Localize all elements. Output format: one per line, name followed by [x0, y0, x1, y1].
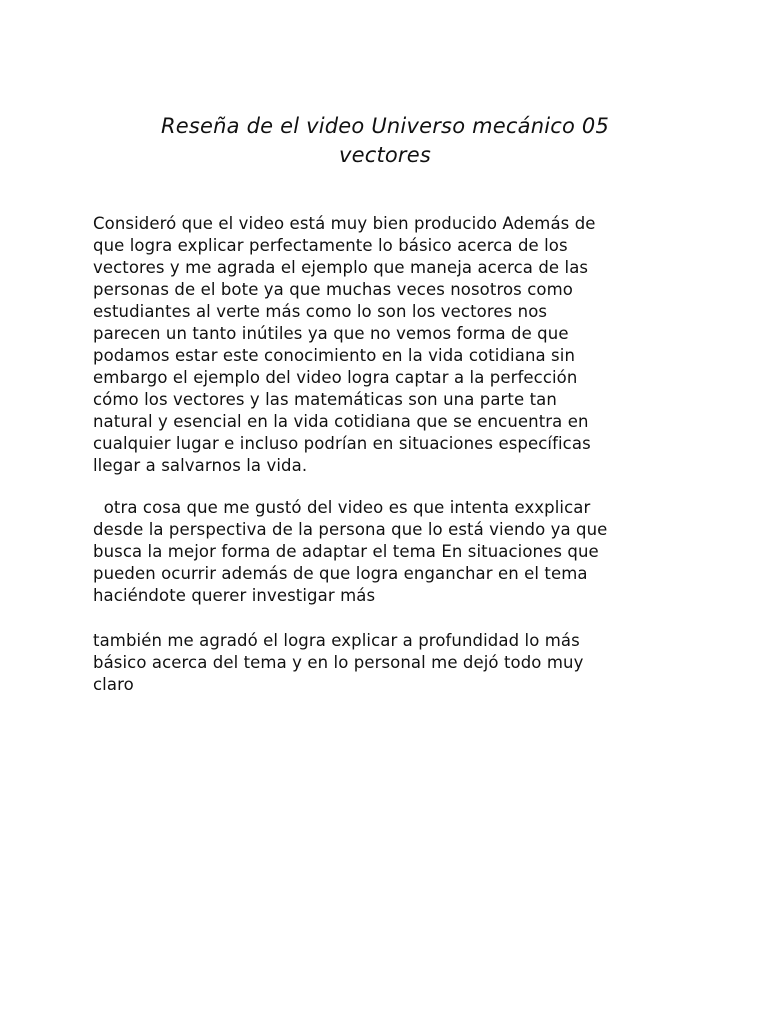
title-line: Reseña de el video Universo mecánico 05 — [160, 114, 610, 138]
text-line: podamos estar este conocimiento en la vida cotidiana sin — [93, 346, 575, 365]
text-line: llegar a salvarnos la vida. — [93, 456, 308, 475]
text-line: embargo el ejemplo del video logra captar a la perfección — [93, 368, 578, 387]
text-line: desde la perspectiva de la persona que lo está viendo ya que — [93, 520, 608, 539]
text-line: busca la mejor forma de adaptar el tema En situaciones que — [93, 542, 599, 561]
text-line: parecen un tanto inútiles ya que no vemos forma de que — [93, 324, 569, 343]
text-line: cualquier lugar e incluso podrían en situaciones específicas — [93, 434, 591, 453]
text-line: estudiantes al verte más como lo son los vectores nos — [93, 302, 548, 321]
text-line: cómo los vectores y las matemáticas son una parte tan — [93, 390, 557, 409]
paragraph-1 — [93, 213, 683, 477]
text-line: que logra explicar perfectamente lo básico acerca de los — [93, 236, 568, 255]
text-line: pueden ocurrir además de que logra enganchar en el tema — [93, 564, 588, 583]
title-line: vectores — [338, 143, 432, 167]
text-line: básico acerca del tema y en lo personal me dejó todo muy — [93, 653, 584, 672]
paragraph-3 — [93, 630, 683, 696]
paragraph-2 — [93, 497, 683, 607]
text-line: otra cosa que me gustó del video es que intenta exxplicar — [93, 498, 591, 517]
document-title — [110, 112, 660, 170]
text-line: haciéndote querer investigar más — [93, 586, 376, 605]
text-line: natural y esencial en la vida cotidiana que se encuentra en — [93, 412, 589, 431]
text-line: claro — [93, 675, 134, 694]
text-line: también me agradó el logra explicar a profundidad lo más — [93, 631, 580, 650]
text-line: Consideró que el video está muy bien producido Además de — [93, 214, 596, 233]
text-line: vectores y me agrada el ejemplo que maneja acerca de las — [93, 258, 589, 277]
text-line: personas de el bote ya que muchas veces nosotros como — [93, 280, 573, 299]
